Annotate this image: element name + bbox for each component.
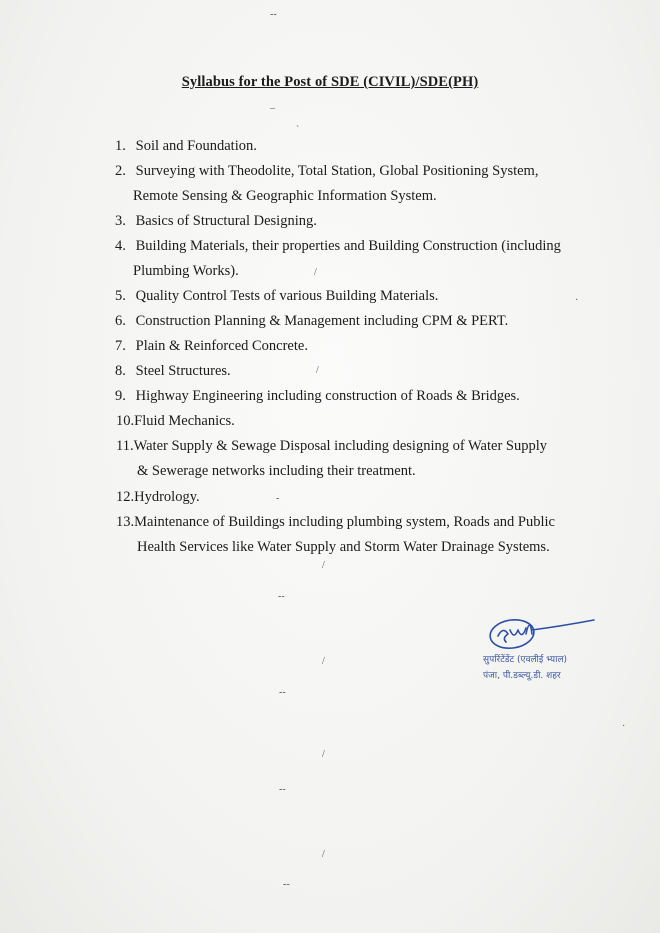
- scan-mark: –: [270, 103, 275, 114]
- item-text: Fluid Mechanics.: [134, 413, 235, 429]
- scan-mark: --: [279, 784, 286, 795]
- item-number: 6.: [115, 313, 126, 329]
- item-text: Basics of Structural Designing.: [135, 213, 317, 229]
- item-text: Water Supply & Sewage Disposal including designing of Water Supply: [133, 438, 548, 454]
- item-text: Plain & Reinforced Concrete.: [135, 338, 308, 354]
- item-number: 7.: [115, 338, 126, 354]
- list-item: [115, 159, 538, 184]
- item-text: Construction Planning & Management including CPM & PERT.: [135, 313, 509, 329]
- item-text: Soil and Foundation.: [135, 138, 257, 154]
- scan-mark: /: [322, 849, 325, 860]
- item-continuation: & Sewerage networks including their treatment.: [137, 463, 416, 479]
- scan-mark: -: [276, 493, 280, 504]
- list-item: [116, 434, 547, 459]
- signature-icon: [478, 612, 598, 687]
- item-number: 1.: [115, 138, 126, 154]
- stamp-line-1: सुपरिंटेंडेंट (एवलीई भ्याल): [483, 655, 568, 665]
- item-number: 3.: [115, 213, 126, 229]
- scan-mark: ·: [575, 295, 579, 306]
- list-item: [116, 485, 200, 510]
- item-number: 2.: [115, 163, 126, 179]
- item-continuation: Health Services like Water Supply and Storm Water Drainage Systems.: [137, 539, 550, 555]
- scan-mark: --: [279, 687, 286, 698]
- list-item: [115, 134, 257, 159]
- list-item: [116, 510, 555, 535]
- item-text: Surveying with Theodolite, Total Station, Global Positioning System,: [135, 163, 539, 179]
- scan-mark: /: [314, 267, 317, 278]
- item-text: Building Materials, their properties and Building Construction (including: [135, 238, 561, 254]
- page-title: Syllabus for the Post of SDE (CIVIL)/SDE(PH): [181, 74, 479, 90]
- list-item: [115, 359, 231, 384]
- item-number: 11.: [116, 438, 134, 454]
- item-number: 8.: [115, 363, 126, 379]
- item-text: Hydrology.: [134, 489, 200, 505]
- scan-mark: ·: [622, 721, 626, 732]
- list-item: [115, 384, 520, 409]
- item-continuation: Plumbing Works).: [133, 263, 239, 279]
- item-text: Maintenance of Buildings including plumbing system, Roads and Public: [134, 514, 555, 530]
- item-text: Highway Engineering including construction of Roads & Bridges.: [135, 388, 520, 404]
- item-continuation: Remote Sensing & Geographic Information System.: [133, 188, 437, 204]
- scan-mark: --: [283, 879, 290, 890]
- scan-mark: --: [270, 9, 277, 20]
- item-number: 9.: [115, 388, 126, 404]
- list-item: [115, 284, 438, 309]
- item-number: 4.: [115, 238, 126, 254]
- stamp-line-2: पंजा, पी.डब्ल्यू.डी. शहर: [483, 671, 561, 681]
- item-number: 10.: [116, 413, 135, 429]
- scan-mark: `: [296, 125, 300, 136]
- list-item: [115, 234, 561, 259]
- scan-mark: /: [322, 749, 325, 760]
- scan-mark: --: [278, 591, 285, 602]
- list-item: [115, 209, 317, 234]
- list-item: [115, 309, 508, 334]
- list-item: [115, 334, 308, 359]
- list-item: [116, 409, 235, 434]
- item-text: Quality Control Tests of various Building Materials.: [135, 288, 439, 304]
- scan-mark: /: [316, 365, 319, 376]
- item-number: 5.: [115, 288, 126, 304]
- scan-mark: /: [322, 656, 325, 667]
- scan-mark: /: [322, 560, 325, 571]
- signature-stamp: [478, 612, 598, 687]
- item-text: Steel Structures.: [135, 363, 231, 379]
- item-number: 12.: [116, 489, 135, 505]
- item-number: 13.: [116, 514, 135, 530]
